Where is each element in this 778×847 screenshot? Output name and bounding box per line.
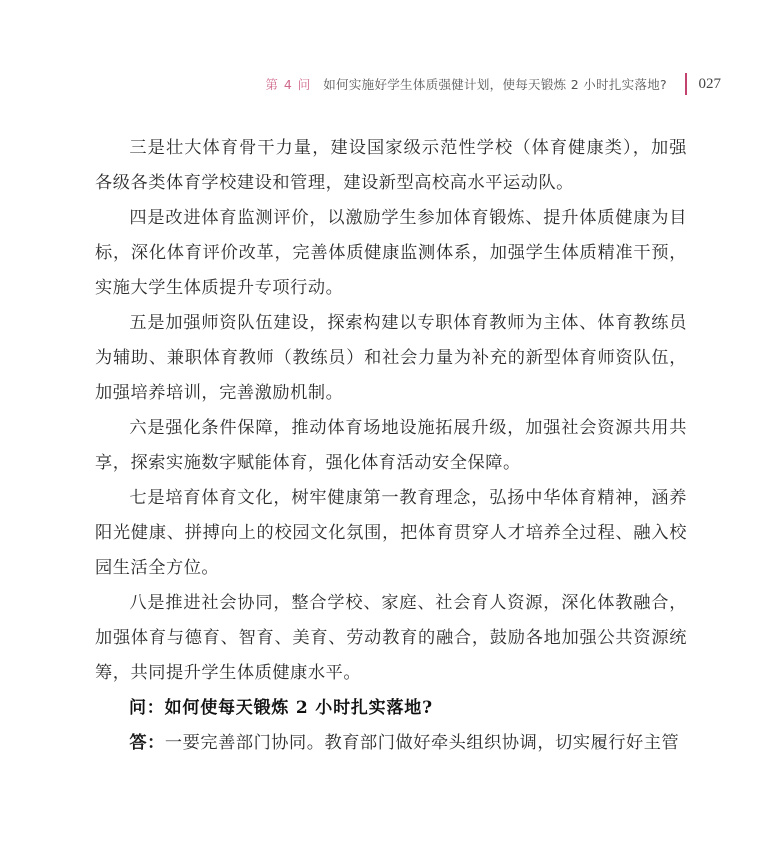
chapter-label: 第 4 问 <box>265 77 312 92</box>
answer-text: 一要完善部门协同。教育部门做好牵头组织协调，切实履行好主管 <box>164 733 680 753</box>
question-heading: 问：如何使每天锻炼 2 小时扎实落地? <box>129 698 433 718</box>
page-body <box>95 131 687 761</box>
paragraph-seven: 七是培育体育文化，树牢健康第一教育理念，弘扬中华体育精神，涵养阳光健康、拼搏向上的校园文化氛围，把体育贯穿人才培养全过程、融入校园生活全方位。 <box>95 488 687 578</box>
paragraph-three: 三是壮大体育骨干力量，建设国家级示范性学校（体育健康类），加强各级各类体育学校建设和管理，建设新型高校高水平运动队。 <box>95 138 687 193</box>
running-header <box>0 72 721 96</box>
paragraph-six: 六是强化条件保障，推动体育场地设施拓展升级，加强社会资源共用共享，探索实施数字赋能体育，强化体育活动安全保障。 <box>95 418 687 473</box>
page-number: 027 <box>698 75 721 92</box>
paragraph-four: 四是改进体育监测评价，以激励学生参加体育锻炼、提升体质健康为目标，深化体育评价改革，完善体质健康监测体系，加强学生体质精准干预，实施大学生体质提升专项行动。 <box>95 208 687 298</box>
paragraph-five: 五是加强师资队伍建设，探索构建以专职体育教师为主体、体育教练员为辅助、兼职体育教师（教练员）和社会力量为补充的新型体育师资队伍，加强培养培训，完善激励机制。 <box>95 313 687 403</box>
paragraph-eight: 八是推进社会协同，整合学校、家庭、社会育人资源，深化体教融合，加强体育与德育、智育、美育、劳动教育的融合，鼓励各地加强公共资源统筹，共同提升学生体质健康水平。 <box>95 593 687 683</box>
answer-paragraph <box>95 726 687 761</box>
header-divider <box>685 73 687 95</box>
answer-label: 答： <box>129 733 165 753</box>
chapter-title: 如何实施好学生体质强健计划，使每天锻炼 2 小时扎实落地? <box>323 77 667 92</box>
